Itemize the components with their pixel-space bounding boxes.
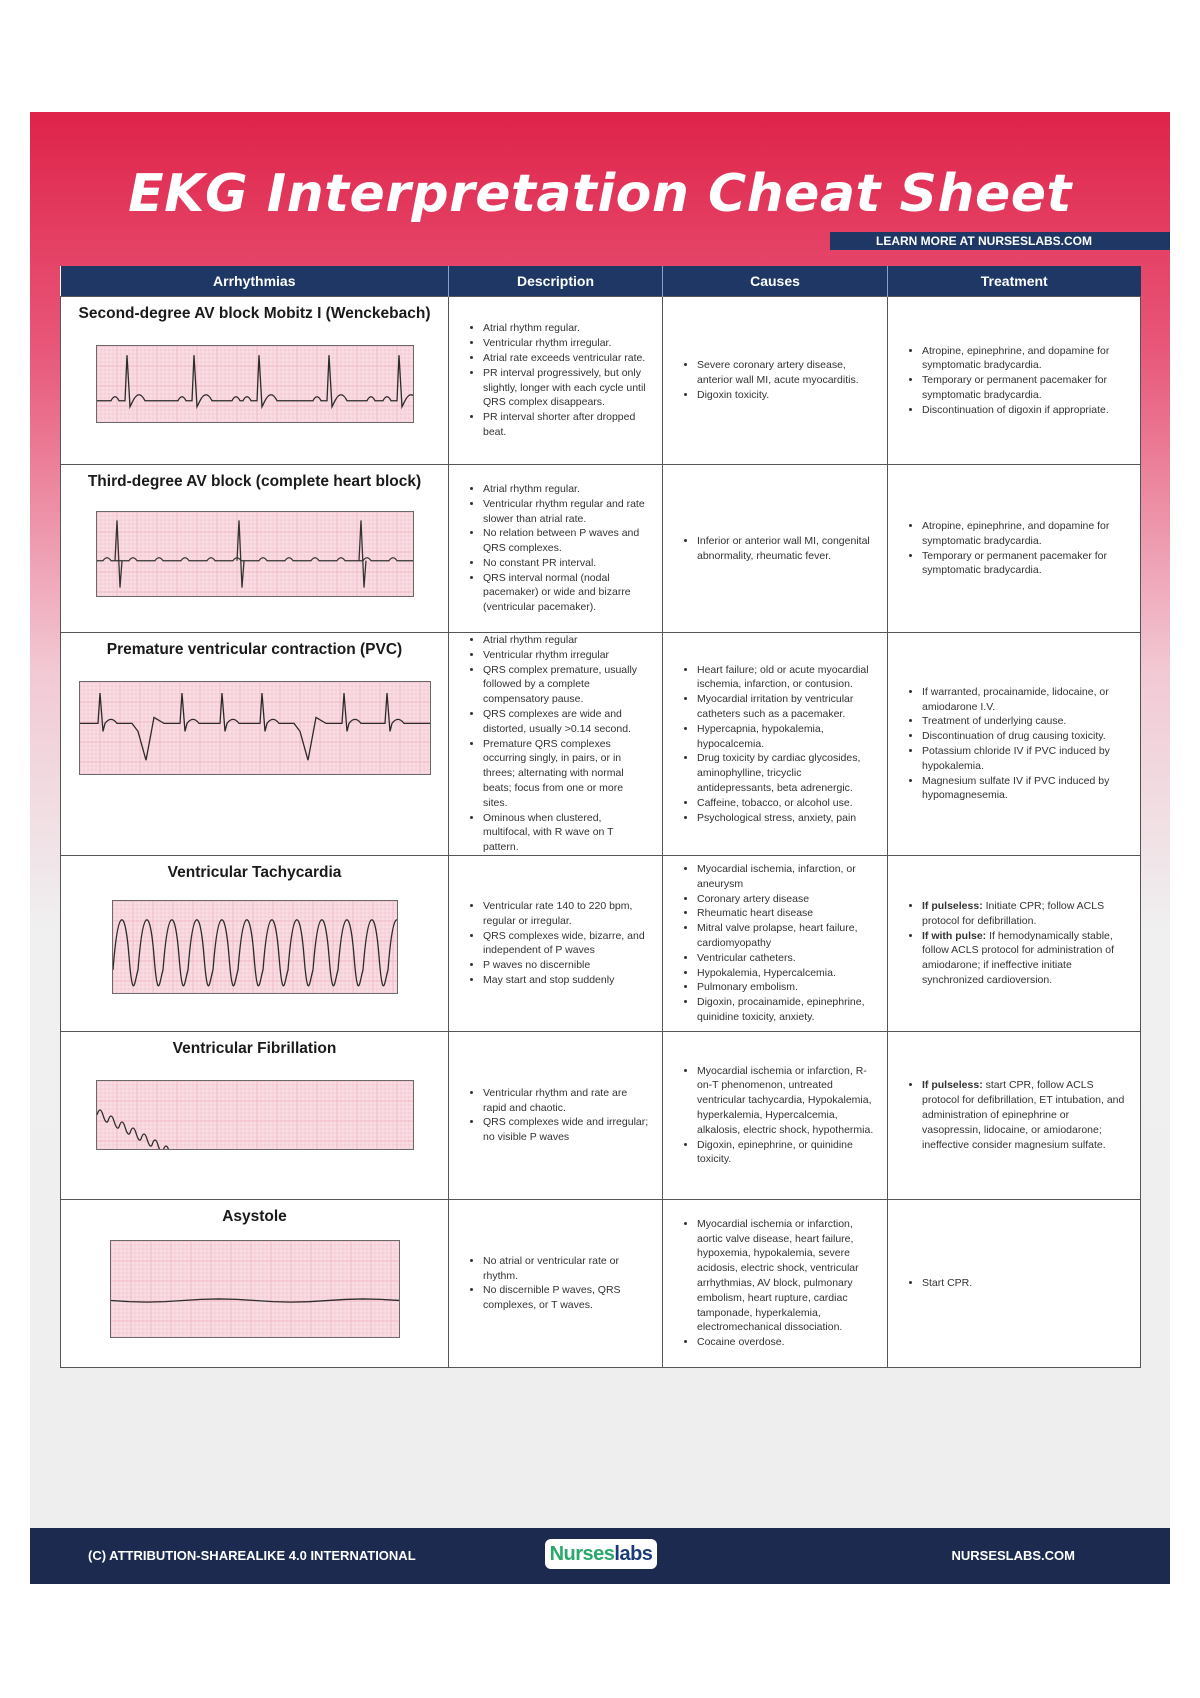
page-title: EKG Interpretation Cheat Sheet	[128, 164, 1072, 224]
treatment-cell	[888, 855, 1141, 1031]
arrhythmia-name: Ventricular Fibrillation	[172, 1039, 337, 1057]
list-item: • Heart failure; old or acute myocardial ischemia, infarction, or contusion.	[697, 663, 875, 693]
list-item: • PR interval progressively, but only slightly, longer with each cycle until QRS complex disappears.	[483, 366, 650, 410]
treatment-cell	[888, 1199, 1141, 1367]
list-item: • No constant PR interval.	[483, 556, 650, 571]
list-item: • Ventricular catheters.	[697, 951, 875, 966]
causes-cell	[663, 633, 888, 856]
treatment-cell	[888, 465, 1141, 633]
arrhythmia-cell	[61, 465, 449, 633]
list-item: • Mitral valve prolapse, heart failure, cardiomyopathy	[697, 921, 875, 951]
bullet-list	[449, 1254, 662, 1313]
list-item: • Discontinuation of drug causing toxicity.	[922, 729, 1128, 744]
bullet-list	[888, 1078, 1140, 1152]
license-text: (C) ATTRIBUTION-SHAREALIKE 4.0 INTERNATIONAL	[88, 1548, 416, 1563]
bullet-list	[888, 519, 1140, 578]
treatment-cell	[888, 1031, 1141, 1199]
table-row	[61, 1199, 1141, 1367]
list-item: • Caffeine, tobacco, or alcohol use.	[697, 796, 875, 811]
bullet-list	[449, 321, 662, 439]
list-item: • QRS interval normal (nodal pacemaker) or wide and bizarre (ventricular pacemaker).	[483, 571, 650, 615]
treatment-lead: If with pulse:	[922, 929, 987, 942]
list-item: • Ventricular rhythm regular and rate slower than atrial rate.	[483, 497, 650, 527]
cheat-sheet	[30, 112, 1170, 1584]
list-item: • No relation between P waves and QRS complexes.	[483, 526, 650, 556]
footer	[30, 1528, 1170, 1584]
learn-more-site: NURSESLABS.COM	[978, 234, 1093, 248]
list-item: • QRS complex premature, usually followed by a complete compensatory pause.	[483, 663, 650, 707]
arrhythmia-cell	[61, 855, 449, 1031]
list-item: • Drug toxicity by cardiac glycosides, aminophylline, tricyclic antidepressants, beta adrenergic.	[697, 751, 875, 795]
bullet-list	[449, 482, 662, 615]
arrhythmia-cell	[61, 633, 449, 856]
footer-site-link[interactable]: NURSESLABS.COM	[951, 1548, 1075, 1563]
list-item: • Myocardial ischemia or infarction, R-on-T phenomenon, untreated ventricular tachycardia, Hypokalemia, hyperkalemia, Hypercalcemia, alkalosis, electric shock, hypothermia.	[697, 1064, 875, 1138]
treatment-text: If hemodynamically stable, follow ACLS protocol for administration of amiodarone; if ineffective initiate synchronized cardioversion.	[922, 929, 1115, 987]
list-item: • Treatment of underlying cause.	[922, 714, 1128, 729]
arrhythmia-name: Ventricular Tachycardia	[167, 863, 342, 881]
list-item: • Psychological stress, anxiety, pain	[697, 811, 875, 826]
list-item: • Atrial rhythm regular.	[483, 482, 650, 497]
list-item	[922, 929, 1128, 988]
description-cell	[449, 855, 663, 1031]
ekg-strip-asystole	[110, 1240, 400, 1338]
list-item: • No discernible P waves, QRS complexes, or T waves.	[483, 1283, 650, 1313]
bullet-list	[663, 1217, 887, 1350]
description-cell	[449, 633, 663, 856]
description-cell	[449, 1031, 663, 1199]
arrhythmia-name: Asystole	[222, 1207, 287, 1225]
bullet-list	[449, 633, 662, 855]
bullet-list	[449, 899, 662, 988]
treatment-text: Initiate CPR; follow ACLS protocol for defibrillation.	[922, 900, 1105, 927]
description-cell	[449, 297, 663, 465]
logo-text-b: labs	[614, 1543, 653, 1565]
bullet-list	[888, 1276, 1140, 1291]
list-item	[922, 899, 1128, 929]
list-item: • Hypercapnia, hypokalemia, hypocalcemia.	[697, 722, 875, 752]
ekg-strip-ventricular-fibrillation	[96, 1080, 414, 1150]
list-item: • Atropine, epinephrine, and dopamine for symptomatic bradycardia.	[922, 344, 1128, 374]
list-item: • Discontinuation of digoxin if appropriate.	[922, 403, 1128, 418]
list-item: • Temporary or permanent pacemaker for symptomatic bradycardia.	[922, 549, 1128, 579]
column-header: Description	[449, 266, 663, 297]
list-item: • Premature QRS complexes occurring singly, in pairs, or in threes; alternating with normal beats; focus from one or more sites.	[483, 737, 650, 811]
treatment-cell	[888, 297, 1141, 465]
list-item: • Inferior or anterior wall MI, congenital abnormality, rheumatic fever.	[697, 534, 875, 564]
table-row	[61, 633, 1141, 856]
ekg-strip-wenckebach	[96, 345, 414, 423]
bullet-list	[663, 1064, 887, 1168]
treatment-lead: If pulseless:	[922, 900, 983, 913]
arrhythmia-cell	[61, 297, 449, 465]
list-item: • Digoxin toxicity.	[697, 388, 875, 403]
ekg-strip-pvc	[79, 681, 431, 775]
description-cell	[449, 1199, 663, 1367]
list-item: • Temporary or permanent pacemaker for symptomatic bradycardia.	[922, 373, 1128, 403]
treatment-cell	[888, 633, 1141, 856]
causes-cell	[663, 465, 888, 633]
column-header: Arrhythmias	[61, 266, 449, 297]
list-item: • If warranted, procainamide, lidocaine, or amiodarone I.V.	[922, 685, 1128, 715]
table-row	[61, 855, 1141, 1031]
description-cell	[449, 465, 663, 633]
causes-cell	[663, 297, 888, 465]
list-item: • Atrial rate exceeds ventricular rate.	[483, 351, 650, 366]
list-item: • Myocardial ischemia or infarction, aortic valve disease, heart failure, hypoxemia, hypokalemia, severe acidosis, electric shock, ventricular arrhythmias, AV block, pulmonary embolism, heart rupture, cardiac tamponade, hyperkalemia, electromechanical dissociation.	[697, 1217, 875, 1335]
list-item: • Pulmonary embolism.	[697, 980, 875, 995]
arrhythmia-name: Third-degree AV block (complete heart block)	[87, 473, 422, 490]
list-item: • Myocardial irritation by ventricular catheters such as a pacemaker.	[697, 692, 875, 722]
treatment-text: start CPR, follow ACLS protocol for defibrillation, ET intubation, and administration of epinephrine or vasopressin, lidocaine, or amiodarone; ineffective consider magnesium sulfate.	[922, 1079, 1125, 1151]
list-item: • Atropine, epinephrine, and dopamine for symptomatic bradycardia.	[922, 519, 1128, 549]
list-item: • P waves no discernible	[483, 958, 650, 973]
arrhythmia-cell	[61, 1199, 449, 1367]
table-row	[61, 297, 1141, 465]
table-row	[61, 1031, 1141, 1199]
list-item: • No atrial or ventricular rate or rhythm.	[483, 1254, 650, 1284]
list-item: • Ventricular rhythm and rate are rapid and chaotic.	[483, 1086, 650, 1116]
treatment-lead: If pulseless:	[922, 1079, 983, 1092]
bullet-list	[663, 534, 887, 564]
list-item: • Rheumatic heart disease	[697, 906, 875, 921]
learn-more-banner[interactable]	[830, 232, 1170, 250]
column-header: Causes	[663, 266, 888, 297]
table-row	[61, 465, 1141, 633]
list-item: • Ventricular rate 140 to 220 bpm, regular or irregular.	[483, 899, 650, 929]
logo-text-a: Nurses	[549, 1543, 615, 1565]
column-header: Treatment	[888, 266, 1141, 297]
causes-cell	[663, 1031, 888, 1199]
list-item: • Digoxin, epinephrine, or quinidine toxicity.	[697, 1138, 875, 1168]
list-item: • Atrial rhythm regular	[483, 633, 650, 648]
ekg-table	[60, 266, 1141, 1368]
list-item: • Ominous when clustered, multifocal, with R wave on T pattern.	[483, 811, 650, 855]
list-item: • Severe coronary artery disease, anterior wall MI, acute myocarditis.	[697, 358, 875, 388]
bullet-list	[449, 1086, 662, 1145]
list-item: • QRS complexes are wide and distorted, usually >0.14 second.	[483, 707, 650, 737]
bullet-list	[663, 358, 887, 402]
list-item: • PR interval shorter after dropped beat.	[483, 410, 650, 440]
list-item: • QRS complexes wide and irregular; no visible P waves	[483, 1115, 650, 1145]
list-item: • Digoxin, procainamide, epinephrine, quinidine toxicity, anxiety.	[697, 995, 875, 1025]
arrhythmia-name: Second-degree AV block Mobitz I (Wenckebach)	[78, 305, 431, 322]
nurseslabs-logo[interactable]	[545, 1539, 657, 1569]
bullet-list	[888, 344, 1140, 418]
ekg-strip-ventricular-tachycardia	[112, 900, 398, 994]
list-item: • Magnesium sulfate IV if PVC induced by hypomagnesemia.	[922, 774, 1128, 804]
arrhythmia-cell	[61, 1031, 449, 1199]
list-item: • Start CPR.	[922, 1276, 1128, 1291]
arrhythmia-name: Premature ventricular contraction (PVC)	[106, 641, 403, 658]
list-item: • Hypokalemia, Hypercalcemia.	[697, 966, 875, 981]
bullet-list	[663, 663, 887, 826]
table-header-row	[61, 266, 1141, 297]
list-item: • Cocaine overdose.	[697, 1335, 875, 1350]
list-item: • Ventricular rhythm irregular.	[483, 336, 650, 351]
learn-more-prefix: LEARN MORE AT	[876, 234, 978, 248]
list-item: • Ventricular rhythm irregular	[483, 648, 650, 663]
list-item: • May start and stop suddenly	[483, 973, 650, 988]
list-item: • Coronary artery disease	[697, 892, 875, 907]
list-item: • QRS complexes wide, bizarre, and independent of P waves	[483, 929, 650, 959]
list-item: • Atrial rhythm regular.	[483, 321, 650, 336]
bullet-list	[888, 899, 1140, 988]
list-item: • Myocardial ischemia, infarction, or aneurysm	[697, 862, 875, 892]
ekg-strip-third-degree-block	[96, 511, 414, 597]
list-item	[922, 1078, 1128, 1152]
bullet-list	[888, 685, 1140, 803]
causes-cell	[663, 855, 888, 1031]
causes-cell	[663, 1199, 888, 1367]
bullet-list	[663, 862, 887, 1025]
list-item: • Potassium chloride IV if PVC induced by hypokalemia.	[922, 744, 1128, 774]
